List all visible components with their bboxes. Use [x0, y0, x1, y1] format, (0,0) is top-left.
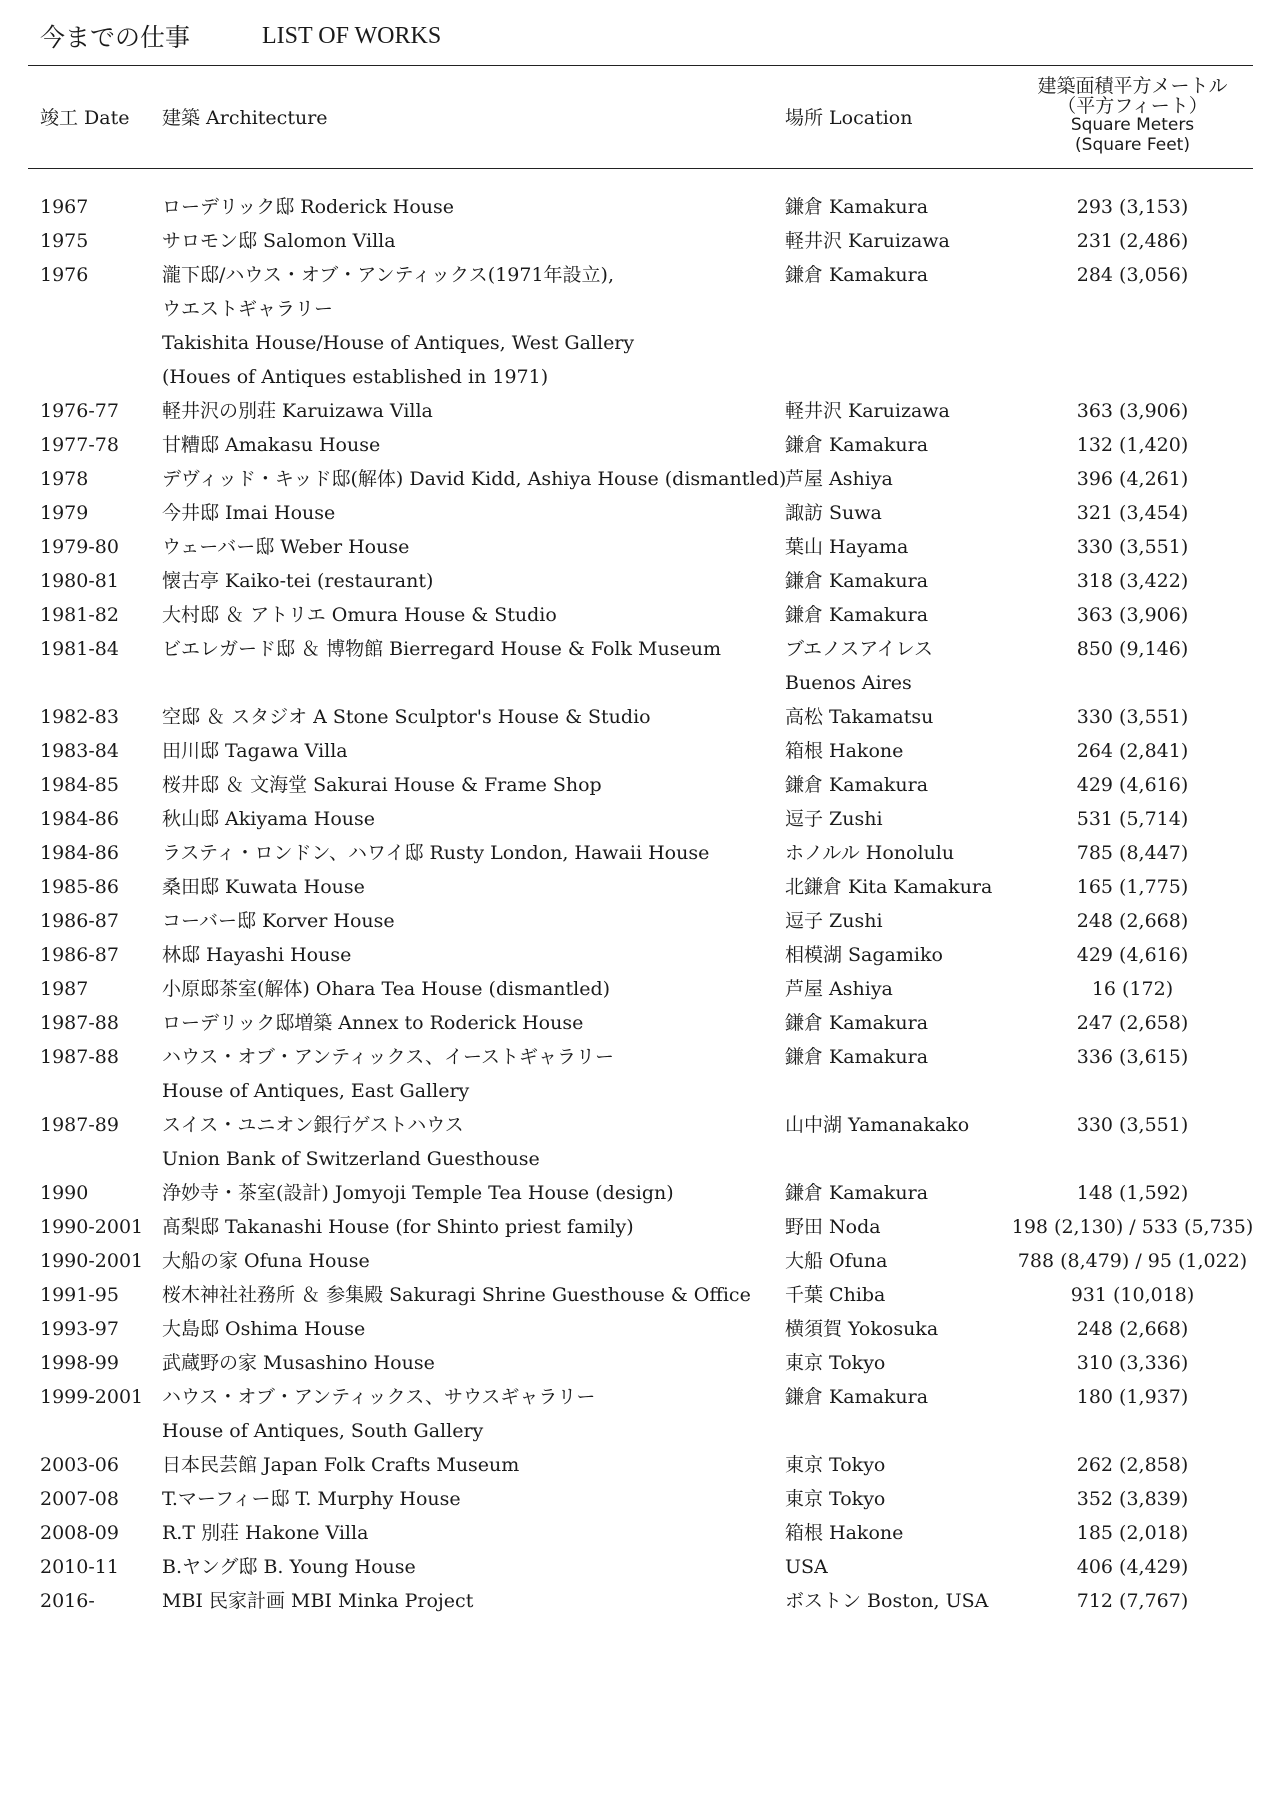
location-line: 箱根 Hakone — [785, 1522, 904, 1544]
work-area: 318 (3,422) — [1076, 570, 1189, 592]
architecture-line: 軽井沢の別荘 Karuizawa Villa — [162, 400, 433, 422]
work-architecture — [162, 1108, 540, 1176]
work-architecture — [162, 1584, 473, 1618]
table-row — [0, 1278, 1278, 1312]
table-row — [0, 190, 1278, 224]
architecture-line: サロモン邸 Salomon Villa — [162, 230, 396, 252]
work-area: 262 (2,858) — [1076, 1454, 1189, 1476]
work-date: 1998-99 — [40, 1352, 119, 1374]
table-row — [0, 1006, 1278, 1040]
location-line: 逗子 Zushi — [785, 910, 883, 932]
table-row — [0, 802, 1278, 836]
architecture-line: R.T 別荘 Hakone Villa — [162, 1522, 369, 1544]
location-line: 軽井沢 Karuizawa — [785, 400, 950, 422]
work-area: 185 (2,018) — [1076, 1522, 1189, 1544]
work-architecture — [162, 870, 365, 904]
table-row — [0, 1040, 1278, 1108]
work-architecture — [162, 734, 348, 768]
table-row — [0, 700, 1278, 734]
work-location — [785, 972, 893, 1006]
architecture-line: 今井邸 Imai House — [162, 502, 336, 524]
location-line: 鎌倉 Kamakura — [785, 196, 929, 218]
table-row — [0, 1312, 1278, 1346]
work-location — [785, 1176, 928, 1210]
work-architecture — [162, 598, 557, 632]
architecture-line: 大船の家 Ofuna House — [162, 1250, 370, 1272]
table-row — [0, 938, 1278, 972]
title-japanese: 今までの仕事 — [40, 23, 191, 52]
architecture-line: House of Antiques, East Gallery — [162, 1080, 470, 1102]
architecture-line: 髙梨邸 Takanashi House (for Shinto priest family) — [162, 1216, 634, 1238]
work-date: 1976 — [40, 264, 89, 286]
work-area: 330 (3,551) — [1076, 1114, 1189, 1136]
work-area: 363 (3,906) — [1076, 400, 1189, 422]
work-area: 330 (3,551) — [1076, 536, 1189, 558]
work-area: 231 (2,486) — [1076, 230, 1189, 252]
architecture-line: MBI 民家計画 MBI Minka Project — [162, 1590, 474, 1612]
architecture-line: ハウス・オブ・アンティックス、サウスギャラリー — [162, 1386, 596, 1408]
architecture-line: 瀧下邸/ハウス・オブ・アンティックス(1971年設立), — [162, 264, 615, 286]
work-location — [785, 1584, 988, 1618]
work-area: 148 (1,592) — [1076, 1182, 1189, 1204]
architecture-line: 桜木神社社務所 ＆ 参集殿 Sakuragi Shrine Guesthouse & Office — [162, 1284, 751, 1306]
work-architecture — [162, 258, 634, 394]
work-date: 1986-87 — [40, 910, 119, 932]
location-line: 鎌倉 Kamakura — [785, 774, 929, 796]
work-architecture — [162, 224, 396, 258]
work-location — [785, 428, 928, 462]
header-area-jp-2: （平方フィート） — [1057, 94, 1208, 117]
work-date: 1975 — [40, 230, 89, 252]
work-date: 1990-2001 — [40, 1216, 144, 1238]
table-row — [0, 870, 1278, 904]
table-row — [0, 836, 1278, 870]
work-architecture — [162, 1482, 461, 1516]
location-line: 北鎌倉 Kita Kamakura — [785, 876, 993, 898]
work-architecture — [162, 802, 375, 836]
works-table — [0, 190, 1278, 1618]
work-location — [785, 1312, 938, 1346]
work-date: 1981-84 — [40, 638, 119, 660]
table-row — [0, 1482, 1278, 1516]
work-location — [785, 1210, 881, 1244]
work-location — [785, 700, 933, 734]
table-row — [0, 462, 1278, 496]
work-location — [785, 938, 943, 972]
work-area: 321 (3,454) — [1076, 502, 1189, 524]
location-line: 千葉 Chiba — [785, 1284, 886, 1306]
work-architecture — [162, 190, 454, 224]
architecture-line: 林邸 Hayashi House — [162, 944, 352, 966]
work-location — [785, 802, 883, 836]
work-architecture — [162, 836, 709, 870]
architecture-line: House of Antiques, South Gallery — [162, 1420, 484, 1442]
location-line: 鎌倉 Kamakura — [785, 1046, 929, 1068]
location-line: 鎌倉 Kamakura — [785, 1012, 929, 1034]
work-date: 2003-06 — [40, 1454, 119, 1476]
architecture-line: Union Bank of Switzerland Guesthouse — [162, 1148, 540, 1170]
work-architecture — [162, 1380, 595, 1448]
work-location — [785, 1516, 903, 1550]
location-line: 相模湖 Sagamiko — [785, 944, 943, 966]
work-date: 1987 — [40, 978, 89, 1000]
work-architecture — [162, 1244, 370, 1278]
table-row — [0, 224, 1278, 258]
architecture-line: ビエレガード邸 ＆ 博物館 Bierregard House & Folk Museum — [162, 638, 721, 660]
architecture-line: 桑田邸 Kuwata House — [162, 876, 365, 898]
work-date: 1987-88 — [40, 1046, 119, 1068]
work-date: 1987-89 — [40, 1114, 119, 1136]
work-date: 1993-97 — [40, 1318, 119, 1340]
location-line: 鎌倉 Kamakura — [785, 1182, 929, 1204]
page-title — [40, 16, 441, 56]
table-row — [0, 496, 1278, 530]
location-line: 芦屋 Ashiya — [785, 468, 893, 490]
location-line: 葉山 Hayama — [785, 536, 909, 558]
location-line: 鎌倉 Kamakura — [785, 570, 929, 592]
header-architecture: 建築 Architecture — [162, 106, 328, 129]
work-area: 293 (3,153) — [1076, 196, 1189, 218]
location-line: 高松 Takamatsu — [785, 706, 934, 728]
architecture-line: T.マーフィー邸 T. Murphy House — [162, 1488, 461, 1510]
work-location — [785, 258, 928, 292]
architecture-line: 懐古亭 Kaiko-tei (restaurant) — [162, 570, 434, 592]
work-date: 1985-86 — [40, 876, 119, 898]
table-row — [0, 734, 1278, 768]
work-area: 352 (3,839) — [1076, 1488, 1189, 1510]
work-area: 712 (7,767) — [1076, 1590, 1189, 1612]
work-architecture — [162, 632, 721, 666]
work-architecture — [162, 1210, 634, 1244]
location-line: 大船 Ofuna — [785, 1250, 888, 1272]
location-line: 東京 Tokyo — [785, 1454, 886, 1476]
work-date: 1967 — [40, 196, 89, 218]
work-date: 1984-85 — [40, 774, 119, 796]
table-row — [0, 1108, 1278, 1176]
table-row — [0, 428, 1278, 462]
location-line: 軽井沢 Karuizawa — [785, 230, 950, 252]
table-row — [0, 1448, 1278, 1482]
work-architecture — [162, 530, 409, 564]
work-area: 330 (3,551) — [1076, 706, 1189, 728]
location-line: 山中湖 Yamanakako — [785, 1114, 970, 1136]
location-line: 芦屋 Ashiya — [785, 978, 893, 1000]
header-area-en-1: Square Meters — [1070, 115, 1195, 135]
table-row — [0, 1244, 1278, 1278]
work-date: 2010-11 — [40, 1556, 119, 1578]
work-location — [785, 1380, 928, 1414]
work-architecture — [162, 1176, 674, 1210]
architecture-line: 小原邸茶室(解体) Ohara Tea House (dismantled) — [162, 978, 611, 1000]
work-date: 1979 — [40, 502, 89, 524]
table-row — [0, 904, 1278, 938]
work-date: 1976-77 — [40, 400, 119, 422]
work-location — [785, 1448, 885, 1482]
work-date: 1981-82 — [40, 604, 119, 626]
work-date: 1986-87 — [40, 944, 119, 966]
location-line: 横須賀 Yokosuka — [785, 1318, 939, 1340]
architecture-line: B.ヤング邸 B. Young House — [162, 1556, 416, 1578]
work-area: 264 (2,841) — [1076, 740, 1189, 762]
work-area: 429 (4,616) — [1076, 944, 1189, 966]
work-area: 531 (5,714) — [1076, 808, 1189, 830]
table-row — [0, 632, 1278, 700]
title-english: LIST OF WORKS — [262, 22, 442, 49]
work-date: 1987-88 — [40, 1012, 119, 1034]
architecture-line: デヴィッド・キッド邸(解体) David Kidd, Ashiya House (dismantled) — [162, 468, 787, 490]
table-row — [0, 768, 1278, 802]
location-line: 逗子 Zushi — [785, 808, 883, 830]
work-area: 336 (3,615) — [1076, 1046, 1189, 1068]
architecture-line: 大島邸 Oshima House — [162, 1318, 366, 1340]
work-area: 132 (1,420) — [1076, 434, 1189, 456]
architecture-line: (Houes of Antiques established in 1971) — [162, 366, 549, 388]
work-date: 1983-84 — [40, 740, 119, 762]
location-line: 野田 Noda — [785, 1216, 881, 1238]
header-location: 場所 Location — [785, 106, 913, 129]
table-row — [0, 258, 1278, 394]
work-area: 931 (10,018) — [1070, 1284, 1195, 1306]
work-location — [785, 632, 933, 700]
architecture-line: 空邸 ＆ スタジオ A Stone Sculptor's House & Studio — [162, 706, 651, 728]
work-architecture — [162, 462, 786, 496]
table-row — [0, 598, 1278, 632]
work-location — [785, 904, 883, 938]
table-row — [0, 1516, 1278, 1550]
architecture-line: ウエストギャラリー — [162, 298, 334, 320]
location-line: 東京 Tokyo — [785, 1488, 886, 1510]
location-line: 鎌倉 Kamakura — [785, 604, 929, 626]
work-location — [785, 1244, 887, 1278]
work-location — [785, 768, 928, 802]
work-location — [785, 190, 928, 224]
architecture-line: Takishita House/House of Antiques, West Gallery — [162, 332, 635, 354]
location-line: ブエノスアイレス — [785, 638, 934, 660]
location-line: 鎌倉 Kamakura — [785, 264, 929, 286]
header-date: 竣工 Date — [40, 106, 130, 129]
architecture-line: コーバー邸 Korver House — [162, 910, 395, 932]
work-architecture — [162, 1550, 416, 1584]
work-location — [785, 496, 882, 530]
work-location — [785, 224, 950, 258]
work-location — [785, 1550, 828, 1584]
location-line: 鎌倉 Kamakura — [785, 1386, 929, 1408]
work-date: 1984-86 — [40, 808, 119, 830]
architecture-line: スイス・ユニオン銀行ゲストハウス — [162, 1114, 464, 1136]
work-date: 2008-09 — [40, 1522, 119, 1544]
work-date: 1980-81 — [40, 570, 119, 592]
table-row — [0, 1550, 1278, 1584]
architecture-line: 田川邸 Tagawa Villa — [162, 740, 348, 762]
work-area: 284 (3,056) — [1076, 264, 1189, 286]
table-row — [0, 1584, 1278, 1618]
architecture-line: ラスティ・ロンドン、ハワイ邸 Rusty London, Hawaii House — [162, 842, 710, 864]
location-line: ボストン Boston, USA — [785, 1590, 989, 1612]
work-location — [785, 1108, 969, 1142]
work-area: 248 (2,668) — [1076, 910, 1189, 932]
work-architecture — [162, 1006, 583, 1040]
header-rule — [28, 168, 1253, 169]
location-line: 箱根 Hakone — [785, 740, 904, 762]
header-area-jp-1: 建築面積平方メートル — [1037, 75, 1228, 97]
table-row — [0, 1210, 1278, 1244]
work-area: 429 (4,616) — [1076, 774, 1189, 796]
work-architecture — [162, 700, 651, 734]
architecture-line: 秋山邸 Akiyama House — [162, 808, 376, 830]
work-area: 248 (2,668) — [1076, 1318, 1189, 1340]
architecture-line: ハウス・オブ・アンティックス、イーストギャラリー — [162, 1046, 615, 1068]
work-architecture — [162, 428, 380, 462]
table-header — [0, 66, 1278, 166]
location-line: 東京 Tokyo — [785, 1352, 886, 1374]
work-area: 165 (1,775) — [1076, 876, 1189, 898]
work-area: 850 (9,146) — [1076, 638, 1189, 660]
work-date: 1978 — [40, 468, 89, 490]
work-architecture — [162, 1312, 365, 1346]
work-location — [785, 564, 928, 598]
work-area: 247 (2,658) — [1076, 1012, 1189, 1034]
work-architecture — [162, 564, 433, 598]
work-area: 406 (4,429) — [1076, 1556, 1189, 1578]
work-area: 198 (2,130) / 533 (5,735) — [1011, 1216, 1254, 1238]
work-date: 1977-78 — [40, 434, 119, 456]
header-area — [1000, 66, 1265, 166]
work-date: 1999-2001 — [40, 1386, 144, 1408]
work-architecture — [162, 1346, 435, 1380]
work-location — [785, 598, 928, 632]
location-line: ホノルル Honolulu — [785, 842, 955, 864]
architecture-line: 日本民芸館 Japan Folk Crafts Museum — [162, 1454, 520, 1476]
architecture-line: 桜井邸 ＆ 文海堂 Sakurai House & Frame Shop — [162, 774, 602, 796]
table-row — [0, 1176, 1278, 1210]
architecture-line: ローデリック邸増築 Annex to Roderick House — [162, 1012, 584, 1034]
work-location — [785, 1278, 885, 1312]
table-row — [0, 1346, 1278, 1380]
work-location — [785, 1040, 928, 1074]
work-area: 363 (3,906) — [1076, 604, 1189, 626]
work-location — [785, 1006, 928, 1040]
location-line: 諏訪 Suwa — [785, 502, 882, 524]
work-architecture — [162, 496, 335, 530]
work-architecture — [162, 972, 610, 1006]
work-architecture — [162, 1278, 751, 1312]
location-line: Buenos Aires — [785, 672, 912, 694]
work-architecture — [162, 938, 351, 972]
work-area: 16 (172) — [1091, 978, 1174, 1000]
header-area-en-2: (Square Feet) — [1075, 134, 1190, 155]
architecture-line: ウェーバー邸 Weber House — [162, 536, 410, 558]
work-location — [785, 462, 893, 496]
work-architecture — [162, 1448, 519, 1482]
architecture-line: ローデリック邸 Roderick House — [162, 196, 455, 218]
work-location — [785, 530, 908, 564]
table-row — [0, 530, 1278, 564]
work-architecture — [162, 1040, 614, 1108]
work-architecture — [162, 394, 433, 428]
work-location — [785, 836, 954, 870]
work-architecture — [162, 768, 602, 802]
work-area: 310 (3,336) — [1076, 1352, 1189, 1374]
work-architecture — [162, 904, 395, 938]
architecture-line: 武蔵野の家 Musashino House — [162, 1352, 435, 1374]
work-architecture — [162, 1516, 368, 1550]
work-date: 1990-2001 — [40, 1250, 144, 1272]
work-location — [785, 734, 903, 768]
work-date: 1991-95 — [40, 1284, 119, 1306]
architecture-line: 浄妙寺・茶室(設計) Jomyoji Temple Tea House (design) — [162, 1182, 674, 1204]
architecture-line: 甘糟邸 Amakasu House — [162, 434, 381, 456]
work-date: 2016- — [40, 1590, 95, 1612]
table-row — [0, 564, 1278, 598]
table-row — [0, 972, 1278, 1006]
work-location — [785, 1346, 885, 1380]
work-date: 2007-08 — [40, 1488, 119, 1510]
work-date: 1979-80 — [40, 536, 119, 558]
work-date: 1984-86 — [40, 842, 119, 864]
work-area: 788 (8,479) / 95 (1,022) — [1017, 1250, 1248, 1272]
architecture-line: 大村邸 ＆ アトリエ Omura House & Studio — [162, 604, 557, 626]
location-line: USA — [785, 1556, 828, 1578]
work-area: 396 (4,261) — [1076, 468, 1189, 490]
work-area: 180 (1,937) — [1076, 1386, 1189, 1408]
work-date: 1982-83 — [40, 706, 119, 728]
work-location — [785, 870, 992, 904]
work-location — [785, 1482, 885, 1516]
work-location — [785, 394, 950, 428]
table-row — [0, 394, 1278, 428]
work-area: 785 (8,447) — [1076, 842, 1189, 864]
table-row — [0, 1380, 1278, 1448]
work-date: 1990 — [40, 1182, 89, 1204]
location-line: 鎌倉 Kamakura — [785, 434, 929, 456]
